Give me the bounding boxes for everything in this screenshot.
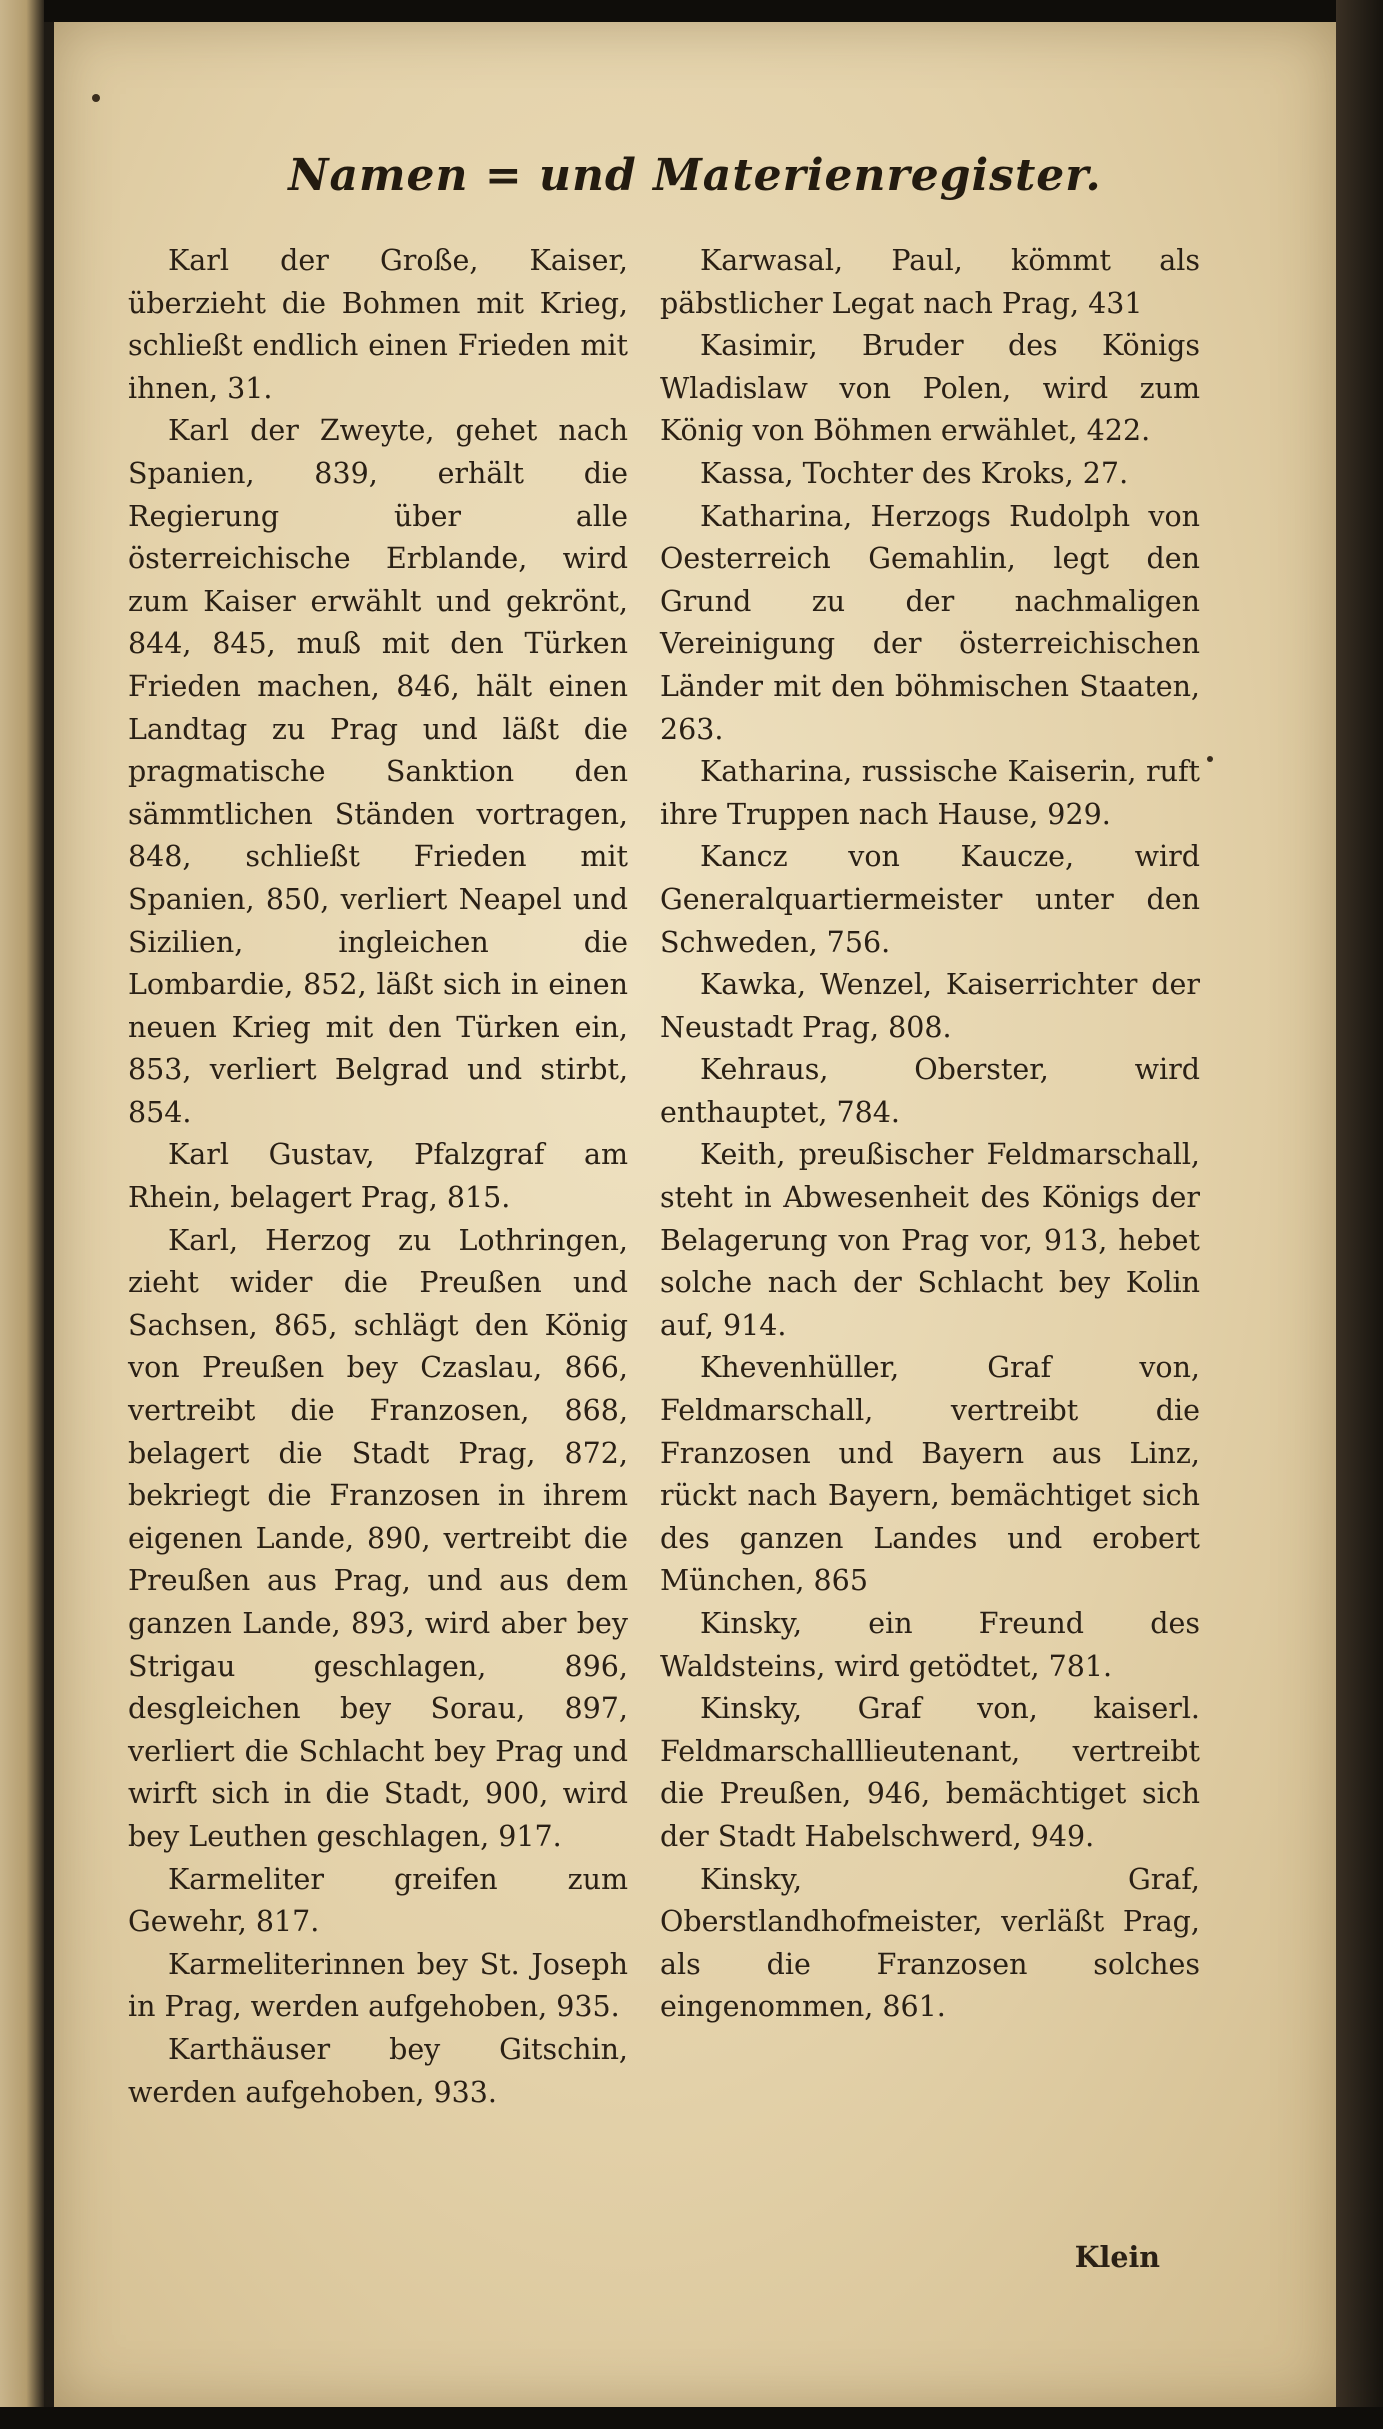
page-heading: Namen = und Materienregister. bbox=[288, 150, 1102, 201]
register-entry: Keith, preußischer Feldmarschall, steht in Abwesenheit des Königs der Belagerung von Prag vor, 913, hebet solche nach der Schlacht bey Kolin auf, 914. bbox=[660, 1138, 1200, 1342]
register-entry: Khevenhüller, Graf von, Feldmarschall, vertreibt die Franzosen und Bayern aus Linz, rückt nach Bayern, bemächtiget sich des ganzen Landes und erobert München, 865 bbox=[660, 1351, 1200, 1598]
register-entry: Karl der Große, Kaiser, überzieht die Bohmen mit Krieg, schließt endlich einen Frieden mit ihnen, 31. bbox=[128, 244, 628, 405]
register-entry: Karwasal, Paul, kömmt als päbstlicher Legat nach Prag, 431 bbox=[660, 244, 1200, 320]
scan-bottom-edge bbox=[0, 2407, 1383, 2429]
register-entry: Karthäuser bey Gitschin, werden aufgehoben, 933. bbox=[128, 2032, 628, 2109]
register-entry: Karl, Herzog zu Lothringen, zieht wider die Preußen und Sachsen, 865, schlägt den König von Preußen bey Czaslau, 866, vertreibt die Franzosen, 868, belagert die Stadt Prag, 872, bekriegt die Franzosen in ihrem eigenen Lande, 890, vertreibt die Preußen aus Prag, und aus dem ganzen Lande, 893, wird aber bey Strigau geschlagen, 896, desgleichen bey Sorau, 897, verliert die Schlacht bey Prag und wirft sich in die Stadt, 900, wird bey Leuthen geschlagen, 917. bbox=[128, 1223, 628, 1853]
scan-right-shadow bbox=[1336, 0, 1383, 2429]
register-entry: Kinsky, Graf, Oberstlandhofmeister, verläßt Prag, als die Franzosen solches eingenommen, 861. bbox=[660, 1862, 1200, 2024]
ink-speck bbox=[1207, 756, 1213, 762]
right-column bbox=[660, 240, 1200, 2029]
register-entry: Kinsky, ein Freund des Waldsteins, wird getödtet, 781. bbox=[660, 1607, 1200, 1683]
left-column bbox=[128, 240, 628, 2114]
register-entry: Kassa, Tochter des Kroks, 27. bbox=[700, 456, 1129, 490]
register-entry: Karmeliter greifen zum Gewehr, 817. bbox=[128, 1862, 628, 1939]
register-entry: Katharina, russische Kaiserin, ruft ihre Truppen nach Hause, 929. bbox=[660, 755, 1200, 831]
register-entry: Kehraus, Oberster, wird enthauptet, 784. bbox=[660, 1053, 1200, 1129]
scan-top-edge bbox=[0, 0, 1383, 22]
register-entry: Kancz von Kaucze, wird Generalquartiermeister unter den Schweden, 756. bbox=[660, 840, 1200, 959]
ink-speck bbox=[92, 94, 100, 102]
register-entry: Karl der Zweyte, gehet nach Spanien, 839, erhält die Regierung über alle österreichische Erblande, wird zum Kaiser erwählt und gekrönt, 844, 845, muß mit den Türken Frieden machen, 846, hält einen Landtag zu Prag und läßt die pragmatische Sanktion den sämmtlichen Ständen vortragen, 848, schließt Frieden mit Spanien, 850, verliert Neapel und Sizilien, ingleichen die Lombardie, 852, läßt sich in einen neuen Krieg mit den Türken ein, 853, verliert Belgrad und stirbt, 854. bbox=[128, 414, 628, 1129]
adjacent-page-margin bbox=[0, 0, 44, 2429]
catchword: Klein bbox=[1074, 2240, 1160, 2274]
register-entry: Katharina, Herzogs Rudolph von Oesterreich Gemahlin, legt den Grund zu der nachmaligen Vereinigung der österreichischen Länder mit den böhmischen Staaten, 263. bbox=[660, 499, 1200, 746]
register-entry: Kawka, Wenzel, Kaiserrichter der Neustadt Prag, 808. bbox=[660, 968, 1200, 1044]
register-entry: Karl Gustav, Pfalzgraf am Rhein, belagert Prag, 815. bbox=[128, 1138, 628, 1215]
register-entry: Karmeliterinnen bey St. Joseph in Prag, werden aufgehoben, 935. bbox=[128, 1947, 628, 2024]
register-entry: Kasimir, Bruder des Königs Wladislaw von Polen, wird zum König von Böhmen erwählet, 422. bbox=[660, 329, 1200, 448]
register-entry: Kinsky, Graf von, kaiserl. Feldmarschalllieutenant, vertreibt die Preußen, 946, bemächtiget sich der Stadt Habelschwerd, 949. bbox=[660, 1692, 1200, 1853]
